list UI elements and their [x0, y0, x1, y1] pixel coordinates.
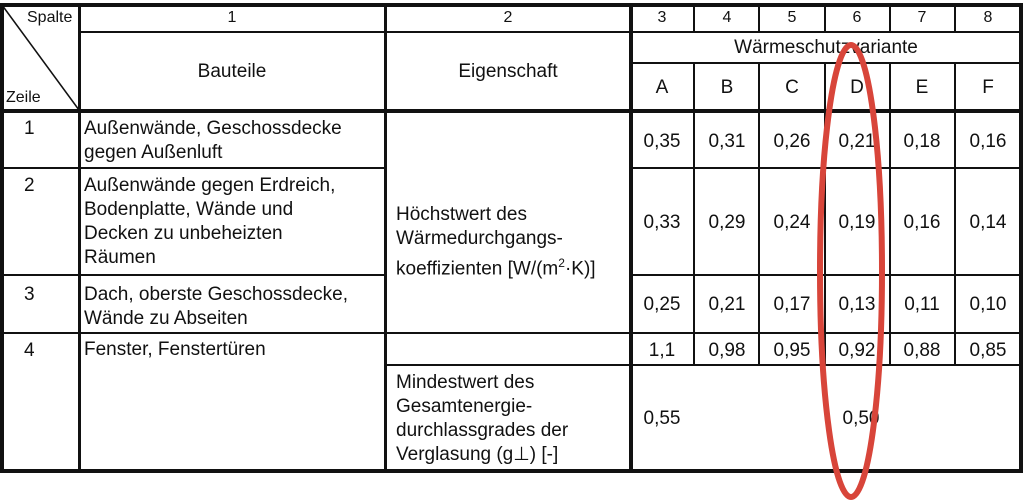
value-cell: 0,24 — [773, 212, 811, 233]
row3-bottom-left — [0, 332, 385, 334]
value-cell: 0,92 — [838, 340, 876, 361]
value-cell: 0,18 — [903, 131, 941, 152]
g-value-b-to-f: 0,50 — [842, 408, 880, 429]
row2-bottom-left — [0, 274, 385, 276]
value-cell: 0,31 — [708, 131, 746, 152]
value-cell: 0,88 — [903, 340, 941, 361]
values-column-line — [629, 3, 633, 473]
col-number-row-line — [80, 31, 1022, 33]
bauteil-text: Außenwände, Geschossdecke gegen Außenluft — [84, 118, 342, 163]
col-ab-line-2 — [693, 62, 695, 366]
row3-bottom-mid-right — [385, 332, 1022, 334]
header-bottom-border — [0, 109, 1022, 113]
value-cell: 0,16 — [903, 212, 941, 233]
row1-bottom-right — [631, 167, 1022, 169]
col-bc-line — [758, 3, 760, 32]
bauteil-text: Fenster, Fenstertüren — [84, 339, 266, 360]
variant-f: F — [982, 77, 994, 98]
variant-group-header: Wärmeschutzvariante — [734, 37, 918, 58]
property-g-text: Mindestwert des Gesamtenergie- durchlassgrades der Verglasung (g⊥) [-] — [396, 372, 569, 465]
g-value-a: 0,55 — [643, 408, 681, 429]
row4-bottom-line — [385, 364, 1022, 366]
row1-bottom-left — [0, 167, 385, 169]
col-number-2: 2 — [503, 9, 513, 26]
value-cell: 0,85 — [969, 340, 1007, 361]
variant-a: A — [655, 77, 669, 98]
col-de-line-2 — [889, 62, 891, 366]
col-number-8: 8 — [983, 9, 993, 26]
col-number-7: 7 — [917, 9, 927, 26]
value-cell: 1,1 — [648, 340, 676, 361]
value-cell: 0,25 — [643, 294, 681, 315]
bauteil-text: Dach, oberste Geschossdecke, Wände zu Abseiten — [84, 284, 349, 329]
row-number: 2 — [24, 175, 35, 196]
col-number-1: 1 — [227, 9, 237, 26]
variant-c: C — [785, 77, 799, 98]
col-bc-line-2 — [758, 62, 760, 366]
variant-e: E — [915, 77, 929, 98]
col-ef-line-2 — [954, 62, 956, 366]
property-u-text: Höchstwert des Wärmedurchgangs- koeffizienten $[W/(m^2\cdot K)]$ — [396, 204, 596, 280]
variant-d: D — [850, 77, 864, 98]
eigenschaft-header: Eigenschaft — [458, 61, 558, 82]
value-cell: 0,29 — [708, 212, 746, 233]
value-cell: 0,17 — [773, 294, 811, 315]
value-cell: 0,19 — [838, 212, 876, 233]
value-cell: 0,13 — [838, 294, 876, 315]
row-number: 3 — [24, 284, 35, 305]
value-cell: 0,21 — [838, 131, 876, 152]
table-top-border — [0, 3, 1022, 7]
row2-bottom-right — [631, 274, 1022, 276]
bauteil-text: Außenwände gegen Erdreich, Bodenplatte, Wände und Decken zu unbeheizten Räumen — [84, 175, 336, 268]
value-cell: 0,95 — [773, 340, 811, 361]
row-number: 1 — [24, 118, 35, 139]
bauteile-column-line — [384, 3, 387, 473]
col-number-5: 5 — [787, 9, 797, 26]
col-cd-line-2 — [824, 62, 826, 366]
bauteile-header: Bauteile — [197, 61, 267, 82]
spalte-label: Spalte — [27, 9, 73, 26]
zeile-label: Zeile — [6, 89, 41, 106]
variant-letters-line — [631, 62, 1022, 64]
value-cell: 0,21 — [708, 294, 746, 315]
value-cell: 0,14 — [969, 212, 1007, 233]
value-cell: 0,10 — [969, 294, 1007, 315]
table-right-border — [1019, 3, 1023, 473]
value-cell: 0,16 — [969, 131, 1007, 152]
col-number-3: 3 — [657, 9, 667, 26]
col-number-4: 4 — [722, 9, 732, 26]
col-de-line — [889, 3, 891, 32]
value-cell: 0,33 — [643, 212, 681, 233]
table-bottom-border — [0, 469, 1022, 473]
value-cell: 0,11 — [904, 294, 940, 315]
value-cell: 0,35 — [643, 131, 681, 152]
col-number-6: 6 — [852, 9, 862, 26]
row-number: 4 — [24, 340, 35, 361]
col-cd-line — [824, 3, 826, 32]
variant-b: B — [720, 77, 734, 98]
col-ab-line — [693, 3, 695, 32]
value-cell: 0,98 — [708, 340, 746, 361]
value-cell: 0,26 — [773, 131, 811, 152]
col-ef-line — [954, 3, 956, 32]
